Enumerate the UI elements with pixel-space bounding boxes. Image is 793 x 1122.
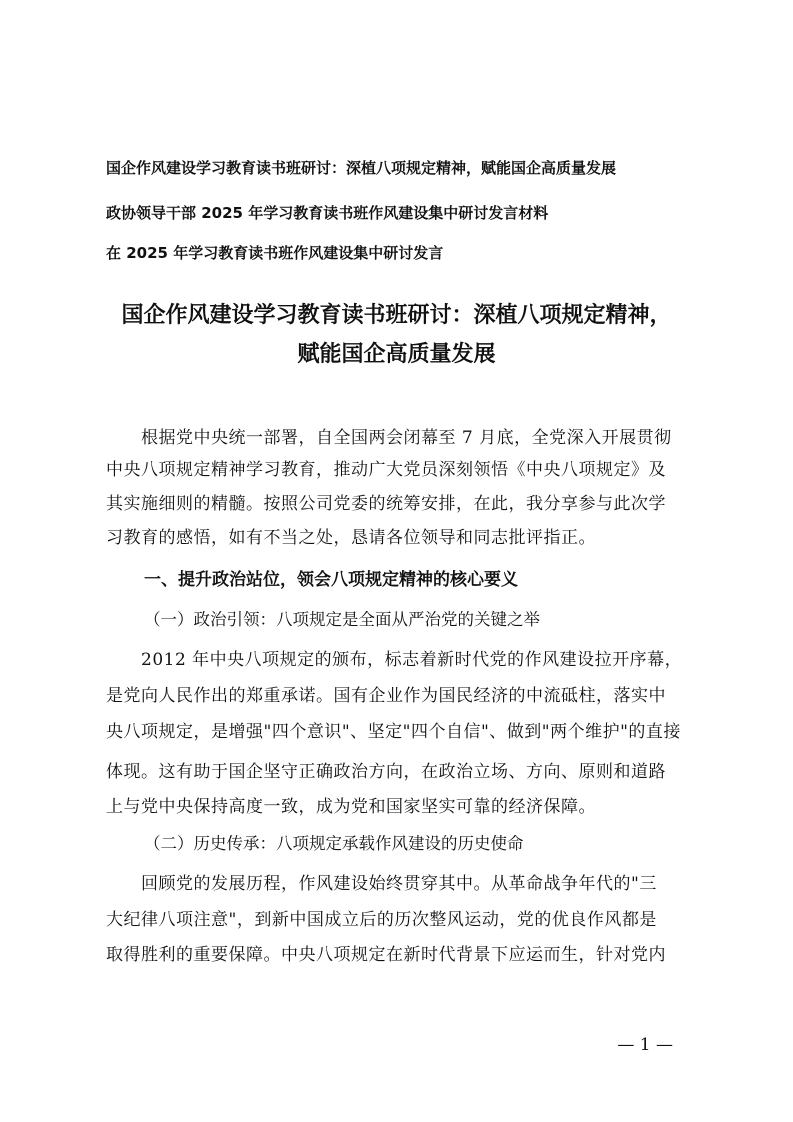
sub1-line-2: 是党向人民作出的郑重承诺。国有企业作为国民经济的中流砥柱，落实中 [106,686,666,706]
header-line-3: 在 2025 年学习教育读书班作风建设集中研讨发言 [106,244,444,262]
document-title-line-1: 国企作风建设学习教育读书班研讨：深植八项规定精神， [121,303,672,328]
page-number: — 1 — [617,1035,673,1055]
sub1-line-5: 上与党中央保持高度一致，成为党和国家坚实可靠的经济保障。 [106,797,596,817]
intro-line-3: 其实施细则的精髓。按照公司党委的统筹安排，在此，我分享参与此次学 [106,494,666,514]
sub2-line-1: 回顾党的发展历程，作风建设始终贯穿其中。从革命战争年代的"三 [106,874,657,894]
header-line-2: 政协领导干部 2025 年学习教育读书班作风建设集中研讨发言材料 [106,204,549,222]
intro-line-2: 中央八项规定精神学习教育，推动广大党员深刻领悟《中央八项规定》及 [106,460,666,480]
header-line-1: 国企作风建设学习教育读书班研讨：深植八项规定精神，赋能国企高质量发展 [106,159,617,177]
sub1-line-4: 体现。这有助于国企坚守正确政治方向，在政治立场、方向、原则和道路 [106,762,666,782]
intro-line-1: 根据党中央统一部署，自全国两会闭幕至 7 月底，全党深入开展贯彻 [106,428,672,448]
sub-heading-1: （一）政治引领：八项规定是全面从严治党的关键之举 [144,610,540,629]
document-title-line-2: 赋能国企高质量发展 [297,342,496,367]
intro-line-4: 习教育的感悟，如有不当之处，恳请各位领导和同志批评指正。 [106,528,596,548]
sub1-line-1: 2012 年中央八项规定的颁布，标志着新时代党的作风建设拉开序幕， [106,650,683,670]
sub2-line-3: 取得胜利的重要保障。中央八项规定在新时代背景下应运而生，针对党内 [106,945,666,965]
sub1-line-3: 央八项规定，是增强"四个意识"、坚定"四个自信"、做到"两个维护"的直接 [106,722,681,742]
sub-heading-2: （二）历史传承：八项规定承载作风建设的历史使命 [144,834,524,853]
section-heading-1: 一、提升政治站位，领会八项规定精神的核心要义 [144,570,518,590]
sub2-line-2: 大纪律八项注意"，到新中国成立后的历次整风运动，党的优良作风都是 [106,910,657,930]
